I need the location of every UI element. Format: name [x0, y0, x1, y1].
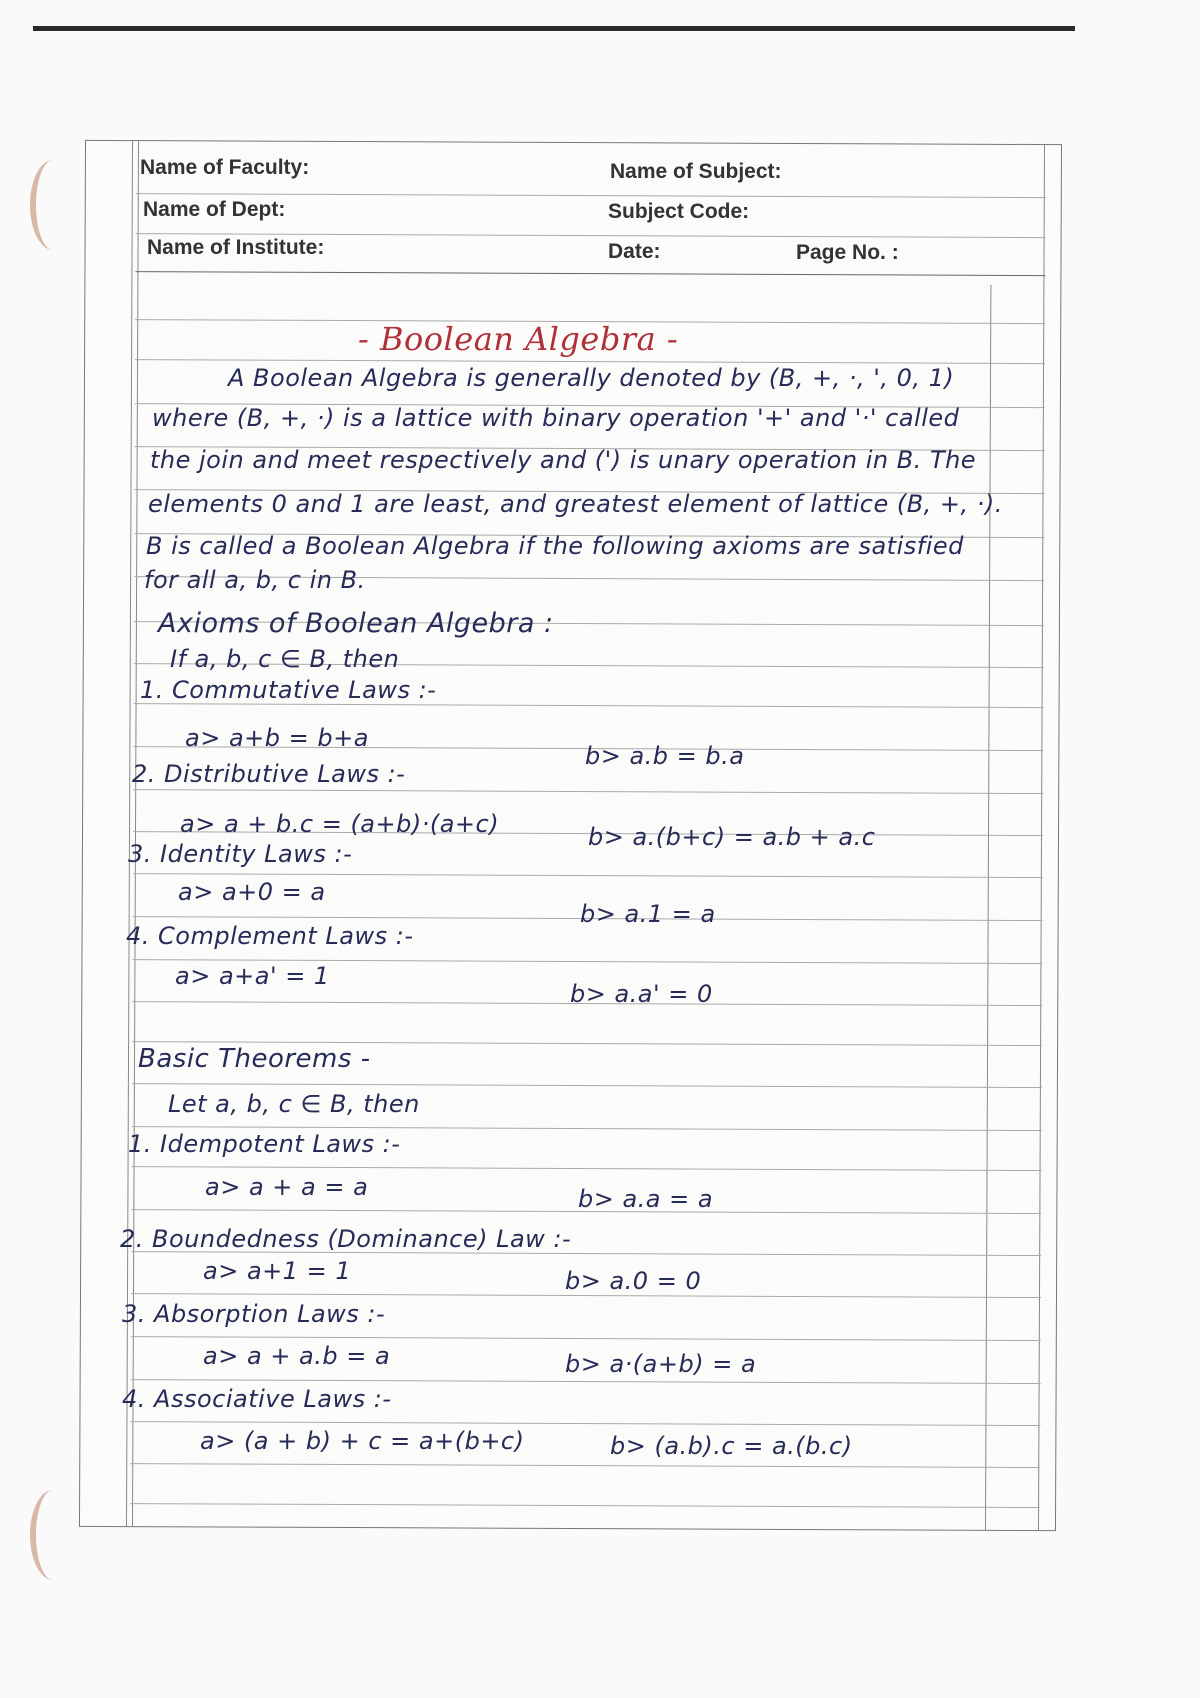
law-title: 3. Identity Laws :- — [128, 840, 353, 868]
law-part-a: a> (a + b) + c = a+(b+c) — [200, 1427, 525, 1455]
theorems-heading: Basic Theorems - — [138, 1044, 371, 1074]
page-number-label: Page No. : — [796, 241, 899, 264]
date-label: Date: — [608, 240, 661, 263]
law-part-a: a> a+0 = a — [178, 878, 326, 906]
dept-label: Name of Dept: — [143, 198, 286, 221]
law-part-a: a> a + a = a — [205, 1173, 369, 1201]
axioms-heading: Axioms of Boolean Algebra : — [158, 608, 554, 639]
axioms-premise: If a, b, c ∈ B, then — [170, 645, 400, 673]
law-part-b: b> a.a = a — [578, 1185, 714, 1213]
page-title: - Boolean Algebra - — [358, 320, 679, 358]
law-part-b: b> a·(a+b) = a — [565, 1350, 757, 1378]
paper-curl — [30, 1490, 76, 1580]
theorems-premise: Let a, b, c ∈ B, then — [168, 1090, 420, 1118]
law-title: 2. Boundedness (Dominance) Law :- — [120, 1225, 572, 1253]
right-border-line — [1038, 145, 1045, 1530]
intro-line: for all a, b, c in B. — [144, 566, 366, 594]
intro-line: B is called a Boolean Algebra if the following axioms are satisfied — [146, 532, 964, 560]
scan-top-edge — [33, 26, 1075, 31]
intro-line: elements 0 and 1 are least, and greatest element of lattice (B, +, ·). — [148, 490, 1003, 518]
law-part-a: a> a+a' = 1 — [175, 962, 330, 990]
law-part-b: b> (a.b).c = a.(b.c) — [610, 1432, 853, 1460]
institute-label: Name of Institute: — [147, 236, 325, 259]
law-part-b: b> a.1 = a — [580, 900, 716, 928]
intro-line: A Boolean Algebra is generally denoted by (B, +, ·, ', 0, 1) — [228, 364, 955, 392]
law-title: 4. Associative Laws :- — [122, 1385, 392, 1413]
law-part-a: a> a + a.b = a — [203, 1342, 391, 1370]
law-part-a: a> a+1 = 1 — [203, 1257, 352, 1285]
law-title: 2. Distributive Laws :- — [132, 760, 406, 788]
law-part-b: b> a.0 = 0 — [565, 1267, 702, 1295]
law-part-b: b> a.(b+c) = a.b + a.c — [588, 823, 876, 851]
law-title: 1. Commutative Laws :- — [140, 676, 437, 704]
law-title: 4. Complement Laws :- — [126, 922, 414, 950]
law-title: 1. Idempotent Laws :- — [128, 1130, 401, 1158]
law-part-b: b> a.a' = 0 — [570, 980, 713, 1008]
intro-line: where (B, +, ·) is a lattice with binary operation '+' and '·' called — [152, 404, 960, 432]
law-part-a: a> a + b.c = (a+b)·(a+c) — [180, 810, 500, 838]
law-title: 3. Absorption Laws :- — [122, 1300, 386, 1328]
right-margin-line — [985, 285, 991, 1530]
paper-curl — [30, 160, 76, 250]
law-part-a: a> a+b = b+a — [185, 724, 369, 752]
faculty-label: Name of Faculty: — [140, 156, 310, 179]
intro-line: the join and meet respectively and (') is unary operation in B. The — [150, 446, 977, 474]
law-part-b: b> a.b = b.a — [585, 742, 745, 770]
subject-label: Name of Subject: — [610, 160, 782, 183]
subject-code-label: Subject Code: — [608, 200, 750, 223]
